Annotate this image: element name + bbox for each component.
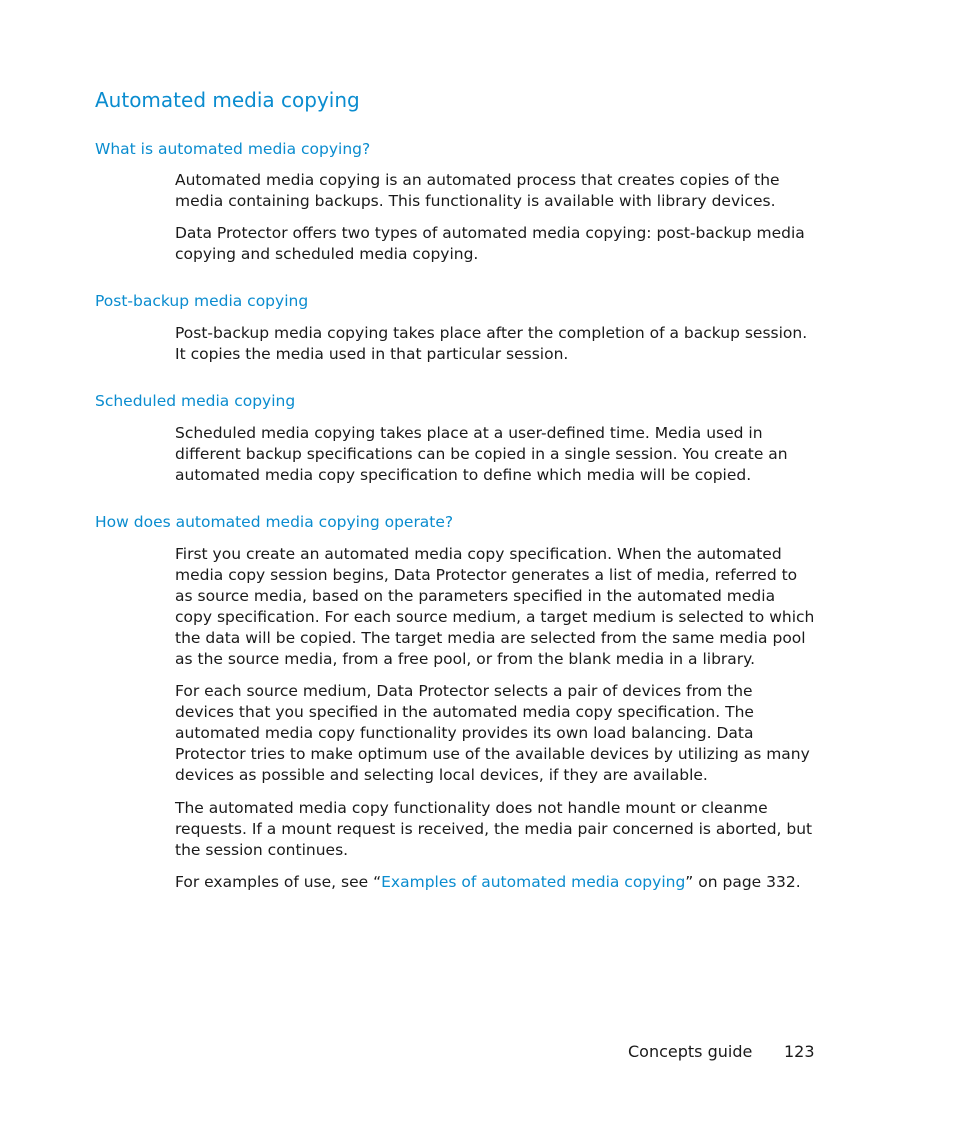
page-number: 123 <box>784 1042 815 1061</box>
section-heading-post-backup: Post-backup media copying <box>95 292 309 310</box>
section-heading-what-is: What is automated media copying? <box>95 140 371 158</box>
paragraph: Post-backup media copying takes place after the completion of a backup session. It copies the media used in that particular session. <box>175 324 808 364</box>
page-title: Automated media copying <box>95 88 360 112</box>
paragraph: First you create an automated media copy specification. When the automated media copy session begins, Data Protector generates a list of media, referred to as source media, based on the parameters specified in the automated media copy specification. For each source medium, a target medium is selected to which the data will be copied. The target media are selected from the same media pool as the source media, from a free pool, or from the blank media in a library. <box>175 545 815 669</box>
paragraph: The automated media copy functionality does not handle mount or cleanme requests. If a mount request is received, the media pair concerned is aborted, but the session continues. <box>175 799 813 860</box>
section-heading-scheduled: Scheduled media copying <box>95 392 296 410</box>
cross-reference-paragraph <box>175 872 815 893</box>
footer-guide-title: Concepts guide <box>628 1042 753 1061</box>
reference-suffix: ” on page 332. <box>685 873 801 891</box>
reference-prefix: For examples of use, see “ <box>175 873 382 891</box>
paragraph: Data Protector offers two types of automated media copying: post-backup media copying and scheduled media copying. <box>175 224 805 264</box>
paragraph: Automated media copying is an automated process that creates copies of the media containing backups. This functionality is available with library devices. <box>175 171 780 211</box>
paragraph: Scheduled media copying takes place at a user-defined time. Media used in different backup specifications can be copied in a single session. You create an automated media copy specification to define which media will be copied. <box>175 424 788 485</box>
section-heading-how-does: How does automated media copying operate? <box>95 513 454 531</box>
paragraph: For each source medium, Data Protector selects a pair of devices from the devices that you specified in the automated media copy specification. The automated media copy functionality provides its own load balancing. Data Protector tries to make optimum use of the available devices by utilizing as many devices as possible and selecting local devices, if they are available. <box>175 682 810 785</box>
examples-link[interactable]: Examples of automated media copying <box>381 873 686 891</box>
